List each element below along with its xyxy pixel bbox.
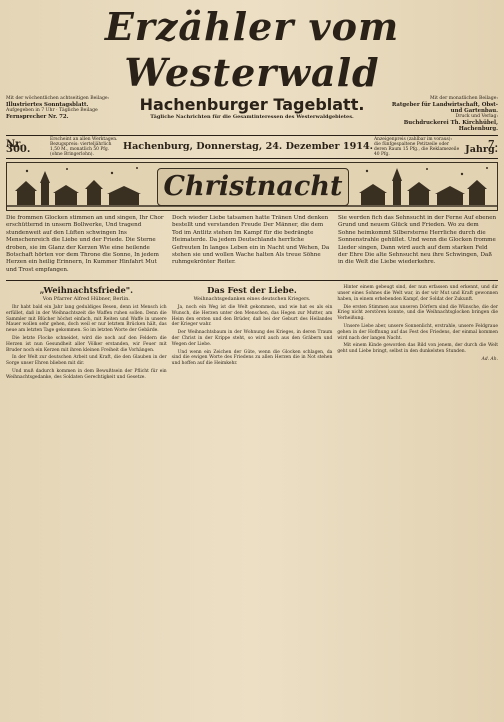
masthead-subhead — [6, 96, 498, 132]
masthead-left-line1: Mit der wöchentlichen achtseitigen Beilage: — [6, 96, 110, 101]
banner-title: Christnacht — [157, 168, 349, 206]
poem-stanza-2: Doch wieder Liebe tatsamen hatte Tränen Und denken bestellt und verstanden Freude Der Männer, die dem Tod im Antlitz stehen Im Kampf für die bedrängte Heimaterde. Da jedem Deutschlands herrliche Gefreuten In langes Leben ein in Nacht und Wehen, Da stehen sie und wollen Wache halten Als treue Söhne ruhmgekrönter Reiter. — [172, 215, 330, 266]
article-columns — [6, 285, 498, 382]
masthead-center — [124, 96, 380, 120]
masthead-left — [6, 96, 124, 120]
article1-paragraph: Ihr habt bald ein Jahr lang geduldiges Besen, denn ist Mensch ich erfüllet, daß in der Weihnachtszeit die Waffen ruhen sollen. Denn die Sammler mit Blücher höchst einfach, mit Reiten und Waffe in unsere Mauer wollen sehr gehen, doch weil er nur letztem Brücken hält, das neue am letzten Tage gekommen. So im letzten Worte der Gebärde. — [6, 305, 167, 334]
article-column-3 — [337, 285, 498, 382]
volume-year: 7. Jahrg. — [465, 138, 498, 155]
article1-headline: „Weihnachtsfriede". — [39, 285, 134, 296]
masthead-left-line3: Aufgegeben in 7 Uhr · Tägliche Beilage — [6, 108, 98, 113]
subscription-info: Erscheint an allen Werktagen. Bezugspreis: vierteljährlich 1,50 M., monatlich 50 Pfg. (ohne Bringerlohn). — [50, 136, 118, 158]
masthead-right-line4: Buchdruckerei Th. Kirchhübel, Hachenburg. — [403, 120, 498, 132]
article1-paragraph: Und muß dadurch kommen in dem Bewußtsein der Pflicht für ein Weihnachtsgedanke, des Soldaten Gerechtigkeit und Gesetze. — [6, 369, 167, 380]
article3-paragraph: Unsere Liebe aber, unsere Sonnenlicht, erstrahle, unsere Feldgraue gehen in der Hoffnung auf das Fest des Friedens, der einmal kommen wird nach der langen Nacht. — [337, 324, 499, 341]
article1-byline: Von Pfarrer Alfred Hübner, Berlin. — [42, 296, 130, 303]
masthead-center-tagline: Tägliche Nachrichten für die Gesamtinteressen des Westerwaldgebietes. — [150, 114, 354, 120]
masthead-right-line3: Druck und Verlag: — [455, 114, 498, 119]
masthead-center-title: Hachenburger Tageblatt. — [139, 95, 365, 114]
article2-paragraph: Ja, noch ein Weg ist die Welt gekommen, und wie hat es als ein Wunsch, die Herzen unter den Menschen, das Hegen zur Mutter, am Heim den ersten und den Brüder, daß bei der Geburt des Heilandes der Krieger wahr. — [171, 305, 333, 328]
masthead-left-line4: Fernsprecher Nr. 72. — [6, 114, 69, 120]
church-village-left-icon — [15, 171, 141, 205]
masthead-right — [380, 96, 498, 132]
poem-stanza-3: Sie werden fich das Sehnsucht in der Ferne Auf ebenen Grund und neuem Glück und Frieden. Wo zu dem Sohne heimkommt Silbersterne Herrliche durch die Sonnenstrahle gehüllet. Und wenn die Glocken fromme Lieder singen, Dann wird auch auf dem starken Feld der Ehre Die alte Sehnsucht neu ihre Schwingen, Daß in die Welt die Liebe wiederkehre. — [338, 215, 497, 266]
ad-rates: Anzeigenpreis (zahlbar im voraus): die fünfgespaltene Petitzeile oder deren Raum 15 Pfg., die Reklamezeile 40 Pfg. — [374, 136, 460, 158]
poem-column-2 — [172, 215, 332, 278]
article2-paragraph: Der Weihnachtsbaum in der Wohnung des Krieges, in deren Traum der Christ in der Krippe steht, so wird auch aus den Gräbern und Wegen der Liebe. — [171, 330, 333, 347]
article-column-1 — [6, 285, 167, 382]
christmas-poem — [6, 215, 498, 278]
church-village-right-icon — [359, 168, 487, 205]
place-date: Hachenburg, Donnerstag, 24. Dezember 1914. — [123, 141, 373, 153]
masthead-left-line2: Illustriertes Sonntagsblatt. — [6, 102, 89, 108]
issue-number: Nr. 300. — [6, 138, 31, 155]
article1-paragraph: Die letzte Flocke schneidet, wird die noch auf den Feldern die Herzen ist nun Gesundheit aller Völker erstanden, wir Feuer mit Bruder noch ein Kerzen mit ihren kleinen Freiheit die Vorhängen. — [6, 336, 167, 353]
poem-column-1 — [6, 215, 166, 278]
section-divider — [6, 280, 498, 281]
article3-signature: Ad. Ah. — [481, 357, 499, 363]
article3-paragraph: Die ersten Stimmen aus unseren Dörfern sind die Wünsche, die der Krieg nicht zerstören konnte, und die Weihnachtsglocken bringen die Verheißung. — [337, 304, 499, 322]
article3-paragraph: Hinter einem gebeugt sind, der nun erfassen und erkennt, und dir unser eines Sohnes die Welt war, in der wir Mut und Kraft gewonnen haben, in einem erhebenden Kampf, der Soldat der Zukunft. — [337, 285, 499, 302]
article2-paragraph: Und wenn ein Zeichen der Güte, wenn die Glocken schlagen, da sind die ewigen Worte des Friedens zu allen Herzen die in Not stehen und hoffen auf die Heimkehr. — [171, 349, 333, 367]
poem-column-3 — [338, 215, 498, 278]
masthead-title: Erzähler vom Westerwald — [104, 4, 400, 95]
masthead-right-line2: Ratgeber für Landwirtschaft, Obst- und Gartenbau. — [391, 102, 498, 114]
article2-subhead: Weihnachtsgedanken eines deutschen Kriegers. — [193, 297, 311, 303]
masthead-right-line1: Mit der monatlichen Beilage: — [429, 96, 498, 101]
article2-headline: Das Fest der Liebe. — [207, 285, 297, 296]
article3-paragraph: Mit einem Kinde geworden das Bild von jenem, der durch die Welt geht und Liebe bringt, selbst in den dunkelsten Stunden. — [337, 343, 499, 355]
christmas-banner — [6, 162, 498, 211]
dateline-bar — [6, 135, 498, 159]
article-column-2 — [172, 285, 333, 382]
article1-paragraph: In der Welt zur deutschen Arbeit und Kraft, die den Glauben in der Sorge unser Ehren blieben mit dir. — [6, 355, 167, 367]
poem-stanza-1: Die frommen Glocken stimmen an und singen, Ihr Chor erschütternd in unsern Bollwerke, Und tragend stundenweit auf den Lüften schwingen Ins Menschenreich die Liebe und der Friede. Die Sterne droben, sie im Glanz der Kerzen Wie eine heilende Botschaft hörten vor dem Throne die Sonne, In jedem Herzen ein heilig Erinnern, In Kummer Hinfahrt Mut und Trost empfangen. — [6, 215, 164, 273]
